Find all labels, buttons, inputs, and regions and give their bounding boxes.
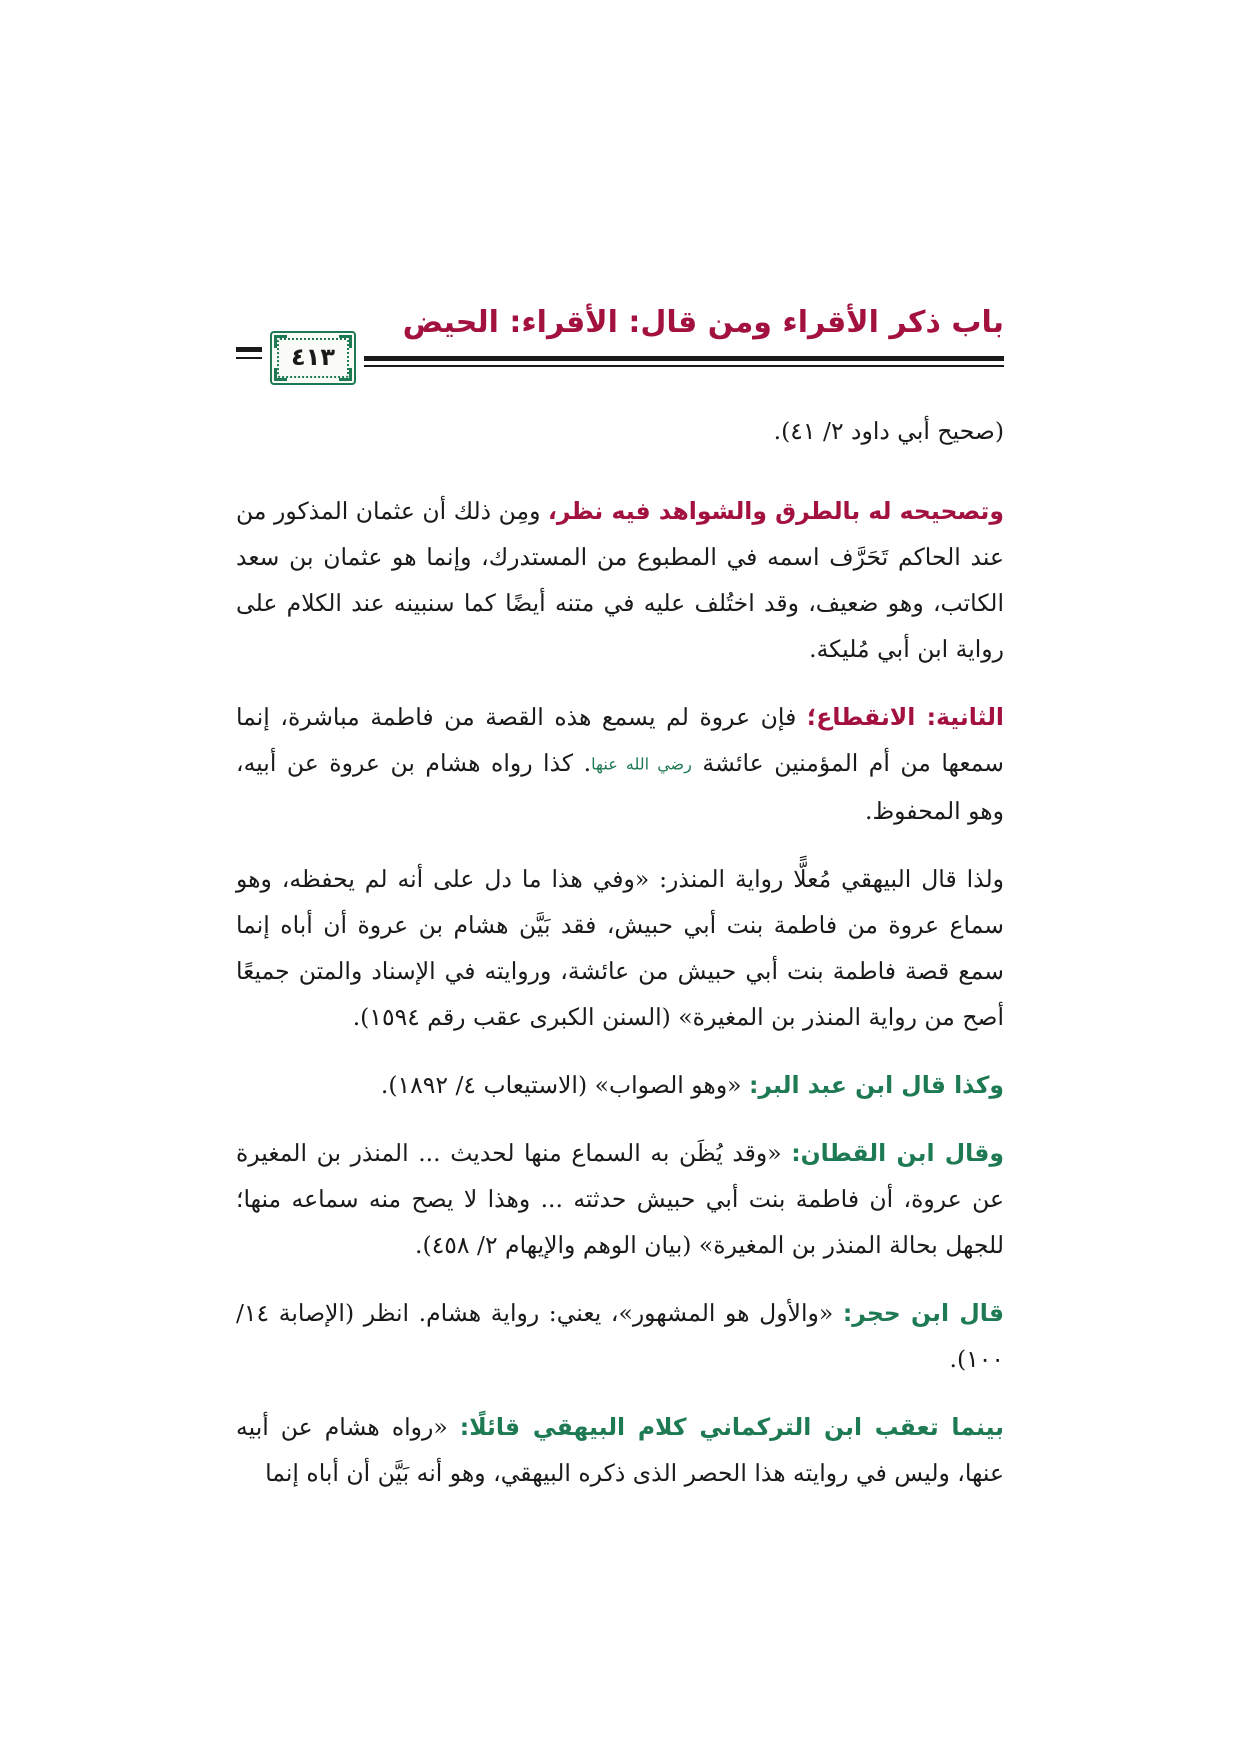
paragraph-lead: قال ابن حجر: (842, 1298, 1004, 1327)
page-number: ٤١٣ (291, 343, 335, 371)
paragraph-text: فإن عروة لم يسمع هذه القصة من فاطمة مباشرة، إنما سمعها من أم المؤمنين عائشة (236, 703, 1004, 777)
header-rule (236, 347, 262, 352)
paragraph-lead: وقال ابن القطان: (791, 1138, 1005, 1167)
paragraph (236, 1062, 1004, 1108)
honorific-glyph: رضي الله عنها (591, 754, 692, 774)
paragraph (236, 1404, 1004, 1496)
paragraph (236, 856, 1004, 1040)
paragraph-text: (صحيح أبي داود ٢/ ٤١). (773, 417, 1004, 445)
paragraph-text: «وقد يُظَن به السماع منها لحديث ... المنذر بن المغيرة عن عروة، أن فاطمة بنت أبي حبيش حدثته ... وهذا لا يصح منه سماعه منها؛ للجهل بحالة المنذر بن المغيرة» (بيان الوهم والإيهام ٢/ ٤٥٨). (236, 1138, 1004, 1259)
paragraph (236, 1290, 1004, 1382)
paragraph-lead: وتصحيحه له بالطرق والشواهد فيه نظر، (547, 497, 1004, 525)
paragraph (236, 408, 1004, 454)
header-rule (364, 356, 1004, 361)
paragraph-lead: بينما تعقب ابن التركماني كلام البيهقي قائلًا: (459, 1412, 1004, 1441)
body-text (236, 408, 1004, 1518)
paragraph-text: ولذا قال البيهقي مُعلًّا رواية المنذر: «وفي هذا ما دل على أنه لم يحفظه، وهو سماع عروة من فاطمة بنت أبي حبيش، فقد بَيَّن هشام بن عروة أن أباه إنما سمع قصة فاطمة بنت أبي حبيش من عائشة، وروايته في الإسناد والمتن جميعًا أصح من رواية المنذر بن المغيرة» (السنن الكبرى عقب رقم ١٥٩٤). (236, 864, 1004, 1031)
chapter-title: باب ذكر الأقراء ومن قال: الأقراء: الحيض (402, 305, 1004, 340)
paragraph (236, 488, 1004, 672)
paragraph-text: ومِن ذلك أن عثمان المذكور من عند الحاكم تَحَرَّف اسمه في المطبوع من المستدرك، وإنما هو عثمان بن سعد الكاتب، وهو ضعيف، وقد اختُلف عليه في متنه أيضًا كما سنبينه عند الكلام على رواية ابن أبي مُليكة. (236, 497, 1004, 663)
header-rule (364, 365, 1004, 367)
header-rule (236, 357, 262, 359)
paragraph (236, 1130, 1004, 1268)
paragraph-lead: وكذا قال ابن عبد البر: (749, 1070, 1004, 1099)
paragraph-text: «رواه هشام عن أبيه عنها، وليس في روايته هذا الحصر الذى ذكره البيهقي، وهو أنه بَيَّن أن أباه إنما (236, 1412, 1004, 1487)
paragraph-lead: الثانية: الانقطاع؛ (806, 703, 1004, 731)
paragraph-text-after: . كذا رواه هشام بن عروة عن أبيه، وهو المحفوظ. (236, 749, 1004, 825)
paragraph-text: «وهو الصواب» (الاستيعاب ٤/ ١٨٩٢). (380, 1070, 750, 1099)
paragraph-text: «والأول هو المشهور»، يعني: رواية هشام. انظر (الإصابة ١٤/ ١٠٠). (236, 1298, 1004, 1373)
page-number-badge (270, 331, 356, 385)
paragraph (236, 694, 1004, 834)
